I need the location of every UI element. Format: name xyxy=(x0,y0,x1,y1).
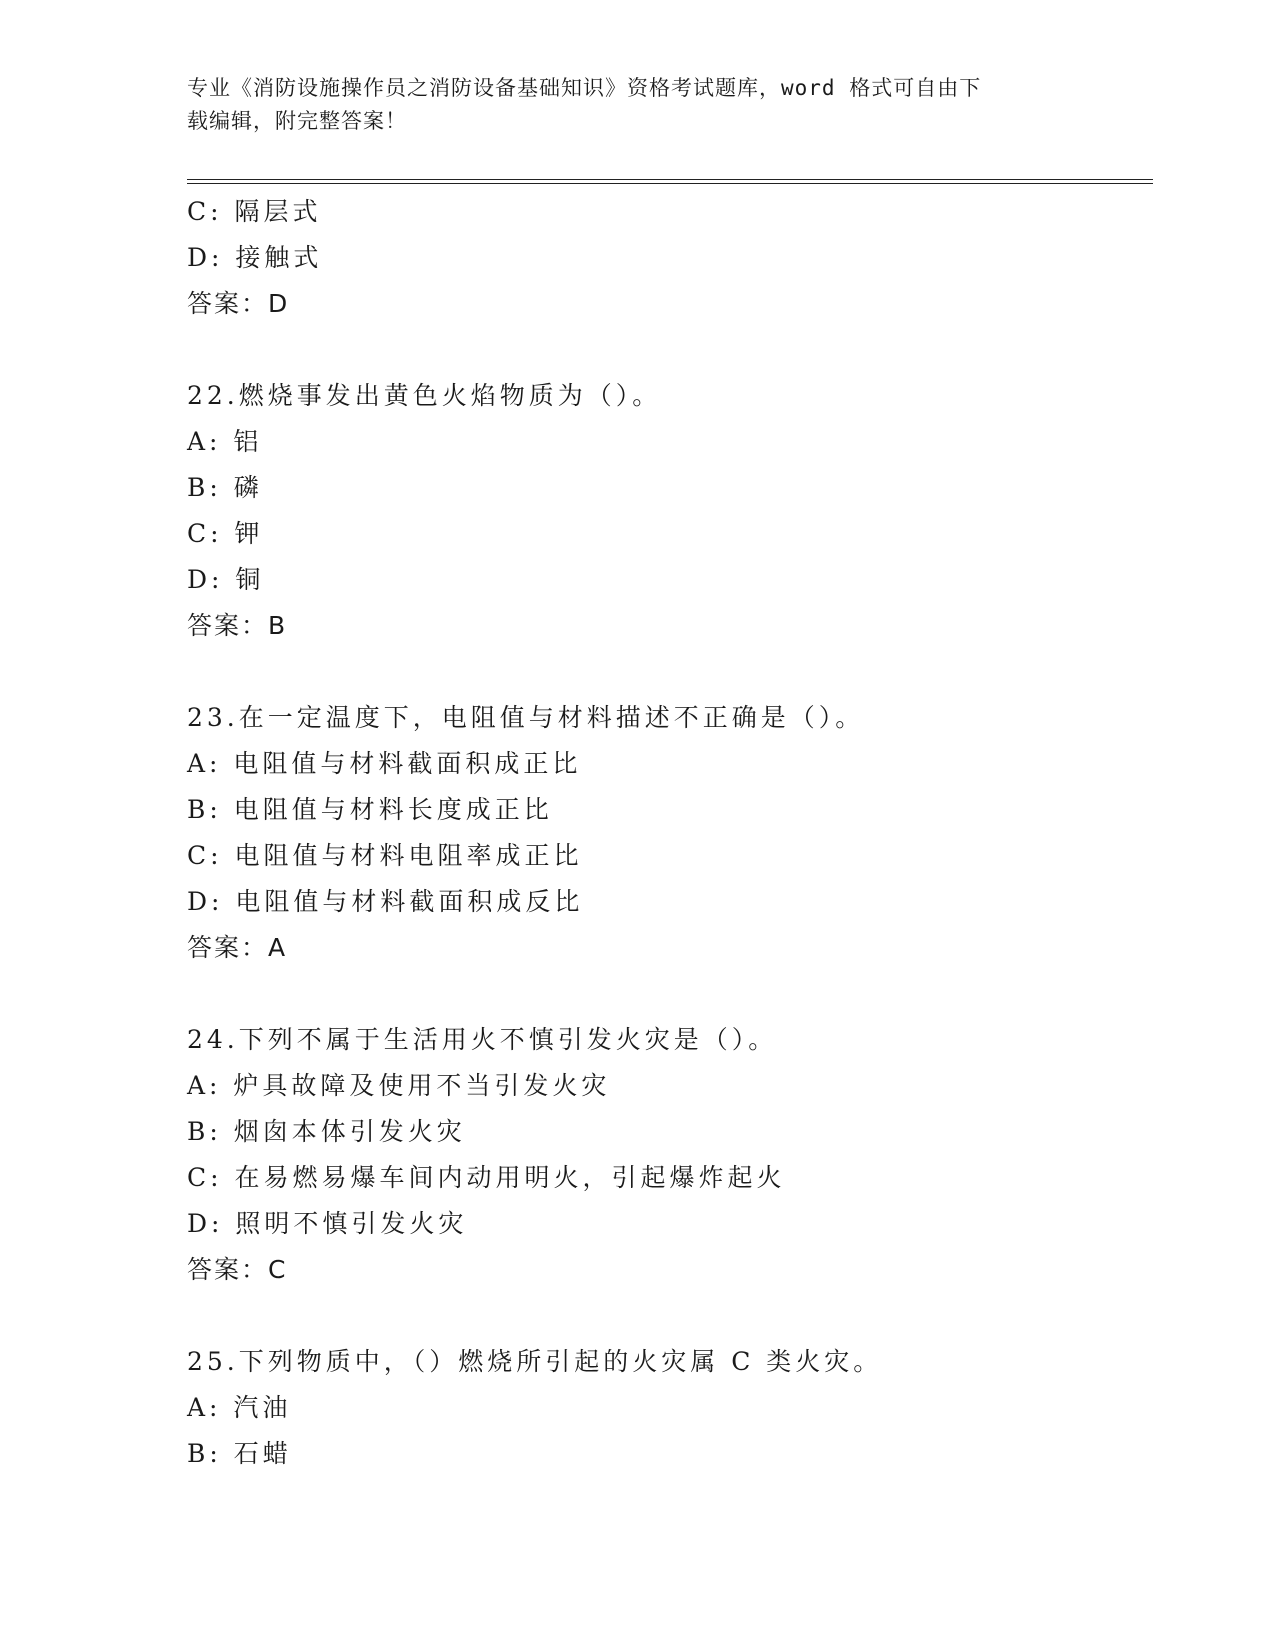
question-stem: 23.在一定温度下，电阻值与材料描述不正确是（）。 xyxy=(187,703,865,732)
spacer xyxy=(187,327,1153,373)
answer-line: 答案：B xyxy=(187,611,288,640)
option-c: C: 隔层式 xyxy=(187,197,322,226)
option-b: B: 磷 xyxy=(187,473,263,502)
answer-line: 答案：D xyxy=(187,289,290,318)
option-d: D: 接触式 xyxy=(187,243,323,272)
question-stem: 22.燃烧事发出黄色火焰物质为（）。 xyxy=(187,381,662,410)
option-c: C: 钾 xyxy=(187,519,264,548)
option-b: B: 电阻值与材料长度成正比 xyxy=(187,795,553,824)
option-b: B: 烟囱本体引发火灾 xyxy=(187,1117,466,1146)
header-line-1: 专业《消防设施操作员之消防设备基础知识》资格考试题库，word 格式可自由下 xyxy=(187,76,982,100)
question-stem: 24.下列不属于生活用火不慎引发火灾是（）。 xyxy=(187,1025,778,1054)
option-d: D: 照明不慎引发火灾 xyxy=(187,1209,468,1238)
option-a: A: 汽油 xyxy=(187,1393,292,1422)
spacer xyxy=(187,1293,1153,1339)
answer-line: 答案：C xyxy=(187,1255,288,1284)
option-a: A: 铝 xyxy=(187,427,263,456)
question-25 xyxy=(187,1339,1153,1477)
option-b: B: 石蜡 xyxy=(187,1439,292,1468)
question-stem: 25.下列物质中，（）燃烧所引起的火灾属 C 类火灾。 xyxy=(187,1347,883,1376)
header-divider-bottom xyxy=(187,183,1153,184)
question-list xyxy=(187,189,1153,1477)
option-c: C: 在易燃易爆车间内动用明火，引起爆炸起火 xyxy=(187,1163,786,1192)
question-23 xyxy=(187,695,1153,971)
option-a: A: 电阻值与材料截面积成正比 xyxy=(187,749,582,778)
document-header xyxy=(187,72,1087,138)
option-d: D: 铜 xyxy=(187,565,265,594)
question-22 xyxy=(187,373,1153,649)
answer-line: 答案：A xyxy=(187,933,288,962)
question-24 xyxy=(187,1017,1153,1293)
header-line-2: 载编辑，附完整答案！ xyxy=(187,109,407,133)
header-divider-top xyxy=(187,179,1153,180)
spacer xyxy=(187,649,1153,695)
spacer xyxy=(187,971,1153,1017)
question-21-continued xyxy=(187,189,1153,327)
option-d: D: 电阻值与材料截面积成反比 xyxy=(187,887,584,916)
option-c: C: 电阻值与材料电阻率成正比 xyxy=(187,841,583,870)
option-a: A: 炉具故障及使用不当引发火灾 xyxy=(187,1071,611,1100)
